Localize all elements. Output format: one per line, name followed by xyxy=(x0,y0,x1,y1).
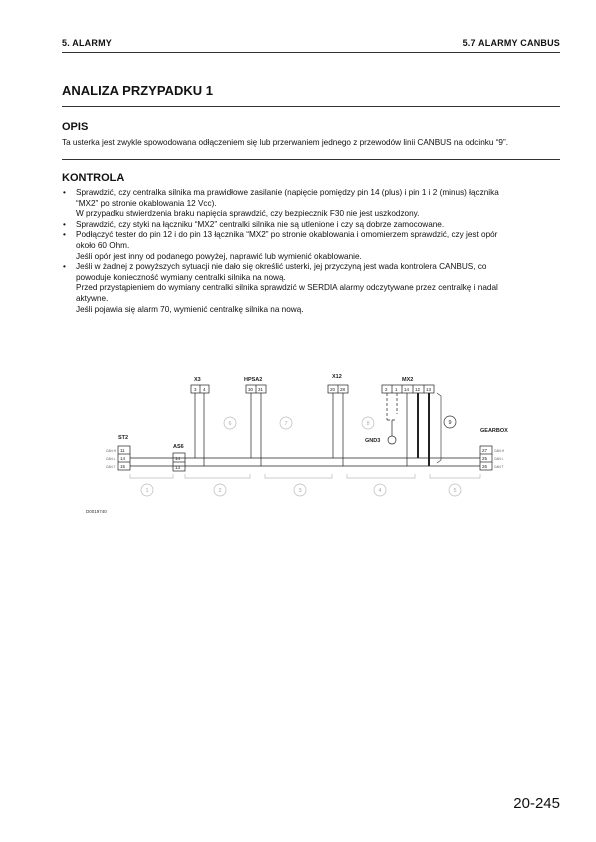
diagram-code: D0019740 xyxy=(86,509,107,514)
kontrola-item xyxy=(62,188,562,220)
canbus-wiring-diagram xyxy=(60,370,560,530)
gearbox-pin: 26 xyxy=(482,464,488,469)
title-rule xyxy=(62,106,560,107)
mx2-pin: 2 xyxy=(385,387,388,392)
x12-label: X12 xyxy=(332,374,342,380)
x3-label: X3 xyxy=(194,377,201,383)
gnd3-label: GND3 xyxy=(365,438,381,444)
kontrola-line: W przypadku stwierdzenia braku napięcia sprawdzić, czy bezpiecznik F30 nie jest uszkodzony. xyxy=(76,209,420,219)
gearbox-label: GEARBOX xyxy=(480,428,508,434)
hpsa2-label: HPSA2 xyxy=(244,377,263,383)
kontrola-item xyxy=(62,220,562,231)
segment-label: 6 xyxy=(228,421,232,427)
x12-pin: 20 xyxy=(330,387,336,392)
kontrola-line: • Podłączyć tester do pin 12 i do pin 13 łącznika “MX2” po stronie okablowania i omomierzem sprawdzić, czy jest opór xyxy=(76,230,498,240)
mx2-pin: 13 xyxy=(426,387,432,392)
kontrola-item xyxy=(62,230,562,262)
segment-label: 8 xyxy=(366,421,370,427)
kontrola-line: powoduje konieczność wymiany centralki silnika na nową. xyxy=(76,272,286,282)
st2-label: ST2 xyxy=(118,435,129,441)
segment-label: 3 xyxy=(298,488,302,494)
mx2-pin: 14 xyxy=(404,387,410,392)
gearbox-signal: CAN L xyxy=(494,457,504,461)
st2-signal: CAN T xyxy=(106,465,116,469)
mx2-label: MX2 xyxy=(402,377,414,383)
kontrola-line: około 60 Ohm. xyxy=(76,240,130,250)
kontrola-item xyxy=(62,262,562,315)
opis-rule xyxy=(62,159,560,160)
opis-text: Ta usterka jest zwykle spowodowana odłączeniem się lub przerwaniem jednego z przewodów linii CANBUS na odcinku “9”. xyxy=(62,138,508,147)
mx2-pin: 1 xyxy=(395,387,398,392)
kontrola-line: • Sprawdzić, czy styki na łączniku “MX2” centralki silnika nie są utlenione i czy są dobrze zamocowane. xyxy=(76,219,445,229)
kontrola-heading: KONTROLA xyxy=(62,172,125,184)
gnd3-ground-symbol xyxy=(388,436,396,444)
segment-label: 2 xyxy=(218,488,222,494)
page-number: 20-245 xyxy=(513,795,560,812)
kontrola-line: “MX2” po stronie okablowania 12 Vcc). xyxy=(76,198,217,208)
kontrola-line: Przed przystąpieniem do wymiany centralki silnika sprawdzić w SERDIA alarmy odczytywane przez centralkę i nadal xyxy=(76,283,498,293)
segment-label: 5 xyxy=(453,488,457,494)
as6-label: AS6 xyxy=(173,444,184,450)
kontrola-line: aktywne. xyxy=(76,293,109,303)
segment-label: 7 xyxy=(284,421,288,427)
gearbox-pin: 25 xyxy=(482,456,488,461)
header-rule xyxy=(62,52,560,53)
page-title: ANALIZA PRZYPADKU 1 xyxy=(62,83,213,98)
segment-label: 1 xyxy=(145,488,149,494)
header-subsection-label: 5.7 ALARMY CANBUS xyxy=(462,38,560,48)
st2-pin: 15 xyxy=(120,464,126,469)
x3-pin: 4 xyxy=(203,387,206,392)
mx2-pin: 12 xyxy=(415,387,421,392)
opis-heading: OPIS xyxy=(62,121,89,133)
kontrola-line: • Jeśli w żadnej z powyższych sytuacji nie dało się określić usterki, jej przyczyną jest wada kontrolera CANBUS, co xyxy=(76,262,487,272)
segment-label: 9 xyxy=(448,420,452,426)
x3-pin: 3 xyxy=(194,387,197,392)
header-section-label: 5. ALARMY xyxy=(62,38,112,48)
gearbox-signal: CAN T xyxy=(494,465,504,469)
as6-pin: 13 xyxy=(175,465,181,470)
st2-signal: CAN L xyxy=(106,457,116,461)
hpsa2-pin: 30 xyxy=(248,387,254,392)
gearbox-signal: CAN H xyxy=(494,449,504,453)
hpsa2-pin: 31 xyxy=(258,387,264,392)
gearbox-pin: 27 xyxy=(482,448,488,453)
segment-label: 4 xyxy=(378,488,382,494)
st2-pin: 11 xyxy=(120,448,125,453)
kontrola-line: Jeśli pojawia się alarm 70, wymienić centralkę silnika na nową. xyxy=(76,304,304,314)
kontrola-line: • Sprawdzić, czy centralka silnika ma prawidłowe zasilanie (napięcie pomiędzy pin 14 (plus) i pin 1 i 2 (minus) łącznika xyxy=(76,188,499,197)
kontrola-list xyxy=(62,188,562,315)
as6-pin: 14 xyxy=(175,456,181,461)
x12-pin: 28 xyxy=(340,387,346,392)
st2-pin: 14 xyxy=(120,456,126,461)
kontrola-line: Jeśli opór jest inny od podanego powyżej, naprawić lub wymienić okablowanie. xyxy=(76,251,362,261)
st2-signal: CAN H xyxy=(106,449,116,453)
